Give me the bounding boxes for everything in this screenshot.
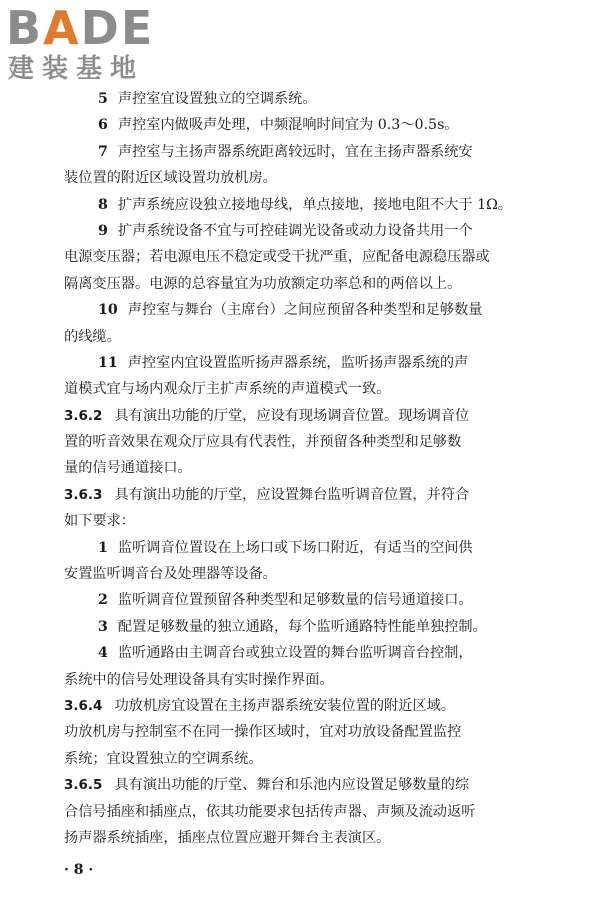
line-text: 安置监听调音台及处理器等设备。 <box>64 566 277 583</box>
item-number: 3 <box>98 618 108 635</box>
line-text: 声控室宜设置独立的空调系统。 <box>117 91 317 107</box>
bade-watermark-logo <box>6 1 206 88</box>
section-number: 3.6.2 <box>64 407 103 424</box>
sub-item <box>64 614 534 640</box>
line-text: 隔离变压器。电源的总容量宜为功放额定功率总和的两倍以上。 <box>64 275 462 292</box>
line-text: 声控室内宜设置监听扬声器系统，监听扬声器系统的声 <box>127 354 469 371</box>
item-number: 8 <box>98 196 108 213</box>
list-item-continuation <box>64 376 534 402</box>
sub-item <box>64 535 534 561</box>
line-text: 功放机房与控制室不在同一操作区域时，宜对功放设备配置监控 <box>64 724 462 741</box>
line-text: 扬声器系统插座，插座点位置应避开舞台主表演区。 <box>64 829 391 846</box>
line-text: 监听通路由主调音台或独立设置的舞台监听调音台控制， <box>117 645 473 662</box>
list-item <box>64 192 534 218</box>
item-number: 7 <box>98 143 108 160</box>
line-text: 道模式宜与场内观众厅主扩声系统的声道模式一致。 <box>64 381 391 398</box>
line-text: 如下要求： <box>64 513 135 530</box>
section-continuation <box>64 719 534 745</box>
list-item <box>64 297 534 323</box>
sub-item-continuation <box>64 561 534 587</box>
list-item <box>64 350 534 376</box>
section-clause <box>64 772 534 798</box>
item-number: 11 <box>98 354 118 371</box>
section-continuation <box>64 825 534 851</box>
item-number: 10 <box>98 302 118 319</box>
line-text: 监听调音位置预留各种类型和足够数量的信号通道接口。 <box>117 592 473 609</box>
item-number: 4 <box>98 645 108 662</box>
line-text: 系统；宜设置独立的空调系统。 <box>64 750 263 767</box>
line-text: 具有演出功能的厅堂，应设有现场调音位置。现场调音位 <box>114 407 470 424</box>
item-number: 2 <box>98 592 108 609</box>
sub-item-continuation <box>64 667 534 693</box>
list-item-continuation <box>64 165 534 191</box>
item-number: 9 <box>98 222 108 239</box>
item-number: 5 <box>98 91 108 107</box>
document-body <box>64 86 534 851</box>
logo-letter-b: B <box>6 1 44 55</box>
line-text: 合信号插座和插座点，依其功能要求包括传声器、声频及流动返听 <box>64 803 476 820</box>
section-continuation <box>64 799 534 825</box>
line-text: 装位置的附近区域设置功放机房。 <box>64 170 277 187</box>
section-number: 3.6.3 <box>64 486 103 503</box>
sub-item <box>64 587 534 613</box>
line-text: 声控室内做吸声处理，中频混响时间宜为 0.3～0.5s。 <box>117 117 459 134</box>
list-item-continuation <box>64 324 534 350</box>
section-continuation <box>64 508 534 534</box>
section-continuation <box>64 429 534 455</box>
section-continuation <box>64 746 534 772</box>
list-item-continuation <box>64 271 534 297</box>
line-text: 具有演出功能的厅堂、舞台和乐池内应设置足够数量的综 <box>114 777 470 794</box>
line-text: 监听调音位置设在上场口或下场口附近，有适当的空间供 <box>117 539 473 556</box>
line-text: 配置足够数量的独立通路，每个监听通路特性能单独控制。 <box>117 618 487 635</box>
line-text: 具有演出功能的厅堂，应设置舞台监听调音位置，并符合 <box>114 486 470 503</box>
section-continuation <box>64 455 534 481</box>
section-clause <box>64 403 534 429</box>
section-clause <box>64 482 534 508</box>
line-text: 置的听音效果在观众厅应具有代表性，并预留各种类型和足够数 <box>64 434 462 451</box>
logo-letters-de: DE <box>80 1 155 55</box>
logo-wordmark <box>6 1 155 55</box>
sub-item <box>64 640 534 666</box>
item-number: 1 <box>98 539 108 556</box>
list-item <box>64 86 534 112</box>
line-text: 电源变压器；若电源电压不稳定或受干扰严重，应配备电源稳压器或 <box>64 249 490 266</box>
list-item <box>64 112 534 138</box>
line-text: 量的信号通道接口。 <box>64 460 192 477</box>
section-clause <box>64 693 534 719</box>
page-number: · 8 · <box>64 862 94 878</box>
line-text: 扩声系统设备不宜与可控硅调光设备或动力设备共用一个 <box>117 222 473 239</box>
line-text: 扩声系统应设独立接地母线，单点接地，接地电阻不大于 1Ω。 <box>117 196 513 213</box>
section-number: 3.6.4 <box>64 697 103 714</box>
line-text: 声控室与舞台（主席台）之间应预留各种类型和足够数量 <box>127 302 483 319</box>
list-item <box>64 139 534 165</box>
item-number: 6 <box>98 117 108 134</box>
list-item-continuation <box>64 244 534 270</box>
line-text: 系统中的信号处理设备具有实时操作界面。 <box>64 671 334 688</box>
line-text: 功放机房宜设置在主扬声器系统安装位置的附近区域。 <box>114 697 455 714</box>
line-text: 声控室与主扬声器系统距离较远时，宜在主扬声器系统安 <box>117 143 473 160</box>
section-number: 3.6.5 <box>64 777 103 794</box>
list-item <box>64 218 534 244</box>
logo-subtitle: 建装基地 <box>8 54 145 84</box>
logo-letter-a: A <box>43 1 81 55</box>
line-text: 的线缆。 <box>64 328 121 345</box>
